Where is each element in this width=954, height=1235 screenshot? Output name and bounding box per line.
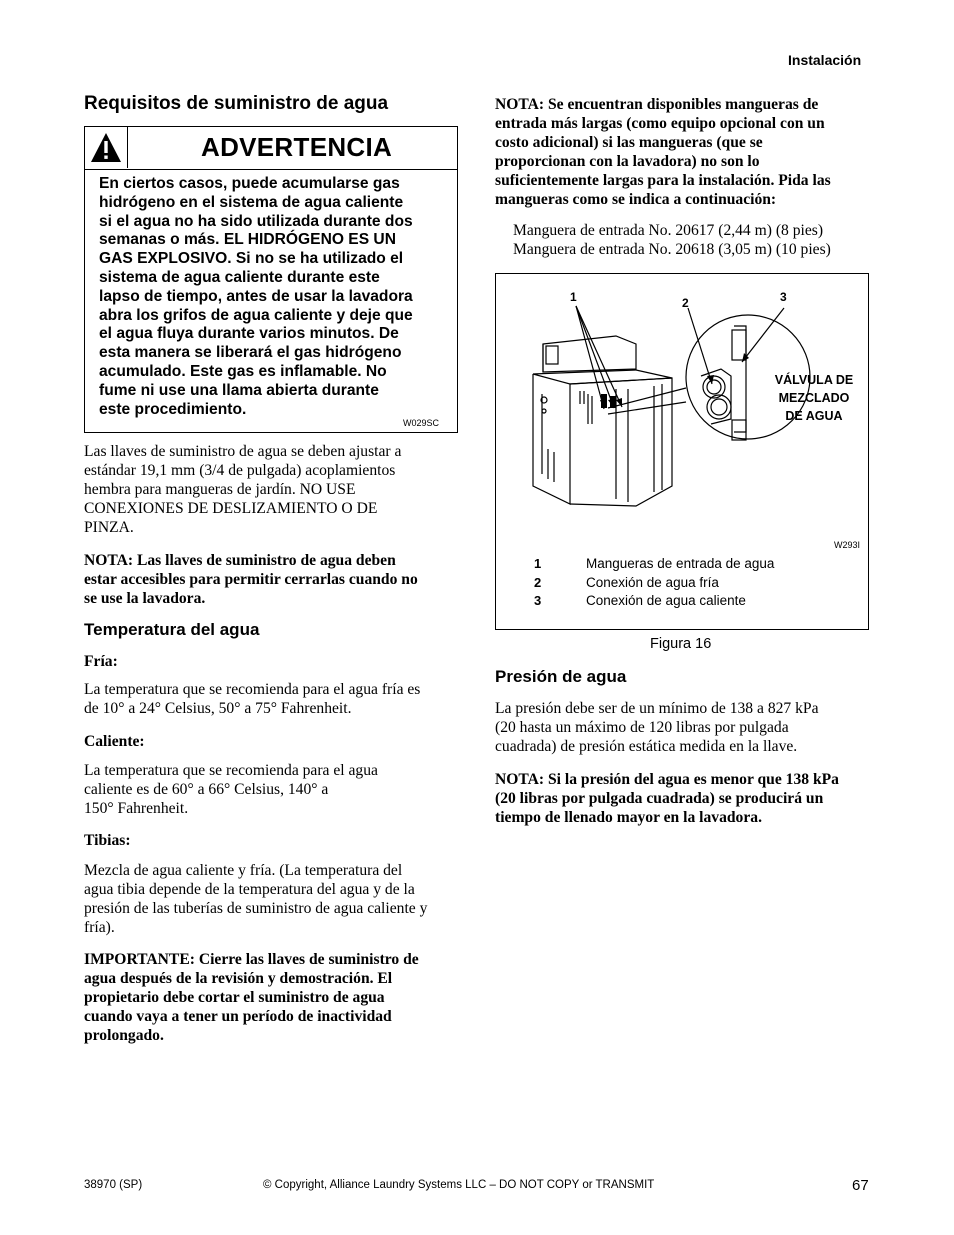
temperature-heading: Temperatura del agua [84, 620, 260, 639]
legend-text: Conexión de agua caliente [586, 593, 746, 608]
legend-num: 3 [534, 593, 542, 608]
text-line: de 10° a 24° Celsius, 50° a 75° Fahrenheit. [84, 700, 352, 717]
warning-line: sistema de agua caliente durante este [99, 268, 380, 286]
warning-line: GAS EXPLOSIVO. Si no se ha utilizado el [99, 250, 404, 268]
warning-code: W029SC [402, 418, 439, 428]
hose-list [513, 221, 871, 259]
valve-label-line: DE AGUA [785, 409, 843, 423]
hose-item: Manguera de entrada No. 20618 (3,05 m) (10 pies) [513, 241, 831, 258]
important-note [84, 950, 460, 1045]
footer-doc-number: 38970 (SP) [84, 1179, 143, 1191]
warning-line: abra los grifos de agua caliente y deje que [99, 306, 413, 324]
warning-triangle-icon [85, 127, 127, 167]
warning-line: lapso de tiempo, antes de usar la lavadora [99, 287, 413, 305]
legend-num: 1 [534, 556, 542, 571]
text-line: PINZA. [84, 519, 134, 536]
text-line: fría). [84, 919, 115, 936]
valve-label-line: VÁLVULA DE [774, 373, 854, 387]
text-line: estar accesibles para permitir cerrarlas cuando no [84, 571, 418, 588]
text-line: NOTA: Si la presión del agua es menor que 138 kPa [495, 771, 839, 788]
hose-item: Manguera de entrada No. 20617 (2,44 m) (8 pies) [513, 222, 824, 239]
warning-line: acumulado. Este gas es inflamable. No [99, 362, 387, 380]
callout-3: 3 [780, 290, 787, 304]
text-line: cuadrada) de presión estática medida en la llave. [495, 738, 798, 755]
text-line: propietario debe cortar el suministro de agua [84, 989, 385, 1006]
text-line: 150° Fahrenheit. [84, 800, 189, 817]
text-line: presión de las tuberías de suministro de agua caliente y [84, 900, 428, 917]
warning-line: hidrógeno en el sistema de agua caliente [99, 193, 404, 211]
footer-copyright: © Copyright, Alliance Laundry Systems LLC – DO NOT COPY or TRANSMIT [263, 1179, 655, 1191]
figure-code: W293I [834, 540, 861, 550]
text-line: prolongado. [84, 1027, 164, 1044]
text-line: tiempo de llenado mayor en la lavadora. [495, 809, 762, 826]
text-line: se use la lavadora. [84, 590, 206, 607]
text-line: agua tibia depende de la temperatura del agua y de la [84, 881, 415, 898]
warning-line: semanas o más. EL HIDRÓGENO ES UN [99, 231, 396, 249]
warm-text [84, 861, 460, 937]
hot-label: Caliente: [84, 733, 145, 750]
warning-line: si el agua no ha sido utilizada durante dos [99, 212, 413, 230]
text-line: IMPORTANTE: Cierre las llaves de suministro de [84, 951, 419, 968]
warning-title: ADVERTENCIA [201, 132, 393, 162]
legend-num: 2 [534, 575, 542, 590]
warning-line: En ciertos casos, puede acumularse gas [99, 175, 400, 192]
cold-label: Fría: [84, 653, 118, 670]
text-line: mangueras como se indica a continuación: [495, 191, 777, 208]
pressure-heading: Presión de agua [495, 667, 627, 686]
valve-label [764, 371, 864, 425]
text-line: cuando vaya a tener un período de inactividad [84, 1008, 392, 1025]
valve-label-line: MEZCLADO [778, 391, 850, 405]
text-line: (20 libras por pulgada cuadrada) se producirá un [495, 790, 824, 807]
text-line: Las llaves de suministro de agua se deben ajustar a [84, 443, 402, 460]
text-line: Mezcla de agua caliente y fría. (La temperatura del [84, 862, 403, 879]
warning-line: esta manera se liberará el gas hidrógeno [99, 344, 402, 362]
warning-header [85, 127, 457, 170]
text-line: CONEXIONES DE DESLIZAMIENTO O DE [84, 500, 378, 517]
warm-label: Tibias: [84, 832, 131, 849]
callout-1: 1 [570, 290, 577, 304]
text-line: agua después de la revisión y demostración. El [84, 970, 393, 987]
supply-paragraph [84, 442, 460, 537]
text-line: proporcionan con la lavadora) no son lo [495, 153, 760, 170]
text-line: hembra para mangueras de jardín. NO USE [84, 481, 356, 498]
header-section-label: Instalación [788, 52, 862, 68]
page-number: 67 [852, 1177, 869, 1194]
hot-text [84, 761, 460, 818]
warning-icon-cell [85, 127, 128, 168]
text-line: entrada más largas (como equipo opcional con un [495, 115, 825, 132]
warning-text [99, 175, 449, 419]
warning-line: fume ni use una llama abierta durante [99, 381, 379, 399]
text-line: caliente es de 60° a 66° Celsius, 140° a [84, 781, 329, 798]
text-line: suficientemente largas para la instalación. Pida las [495, 172, 831, 189]
cold-text [84, 680, 460, 718]
callout-2: 2 [682, 296, 689, 310]
legend-text: Mangueras de entrada de agua [586, 556, 775, 571]
legend-text: Conexión de agua fría [586, 575, 719, 590]
note-hoses [495, 95, 871, 209]
warning-line: el agua fluya durante varios minutos. De [99, 325, 399, 343]
pressure-text [495, 699, 871, 756]
text-line: costo adicional) si las mangueras (que se [495, 134, 763, 151]
note-pressure [495, 770, 871, 827]
text-line: La temperatura que se recomienda para el agua [84, 762, 378, 779]
warning-box [84, 126, 458, 433]
text-line: La temperatura que se recomienda para el agua fría es [84, 681, 421, 698]
section-title: Requisitos de suministro de agua [84, 93, 389, 114]
text-line: La presión debe ser de un mínimo de 138 a 827 kPa [495, 700, 819, 717]
text-line: NOTA: Se encuentran disponibles mangueras de [495, 96, 819, 113]
warning-line: este procedimiento. [99, 400, 247, 418]
note-accessible [84, 551, 460, 608]
figure-box [495, 273, 869, 630]
figure-caption: Figura 16 [650, 636, 712, 652]
text-line: (20 hasta un máximo de 120 libras por pulgada [495, 719, 789, 736]
text-line: NOTA: Las llaves de suministro de agua deben [84, 552, 396, 569]
text-line: estándar 19,1 mm (3/4 de pulgada) acoplamientos [84, 462, 396, 479]
